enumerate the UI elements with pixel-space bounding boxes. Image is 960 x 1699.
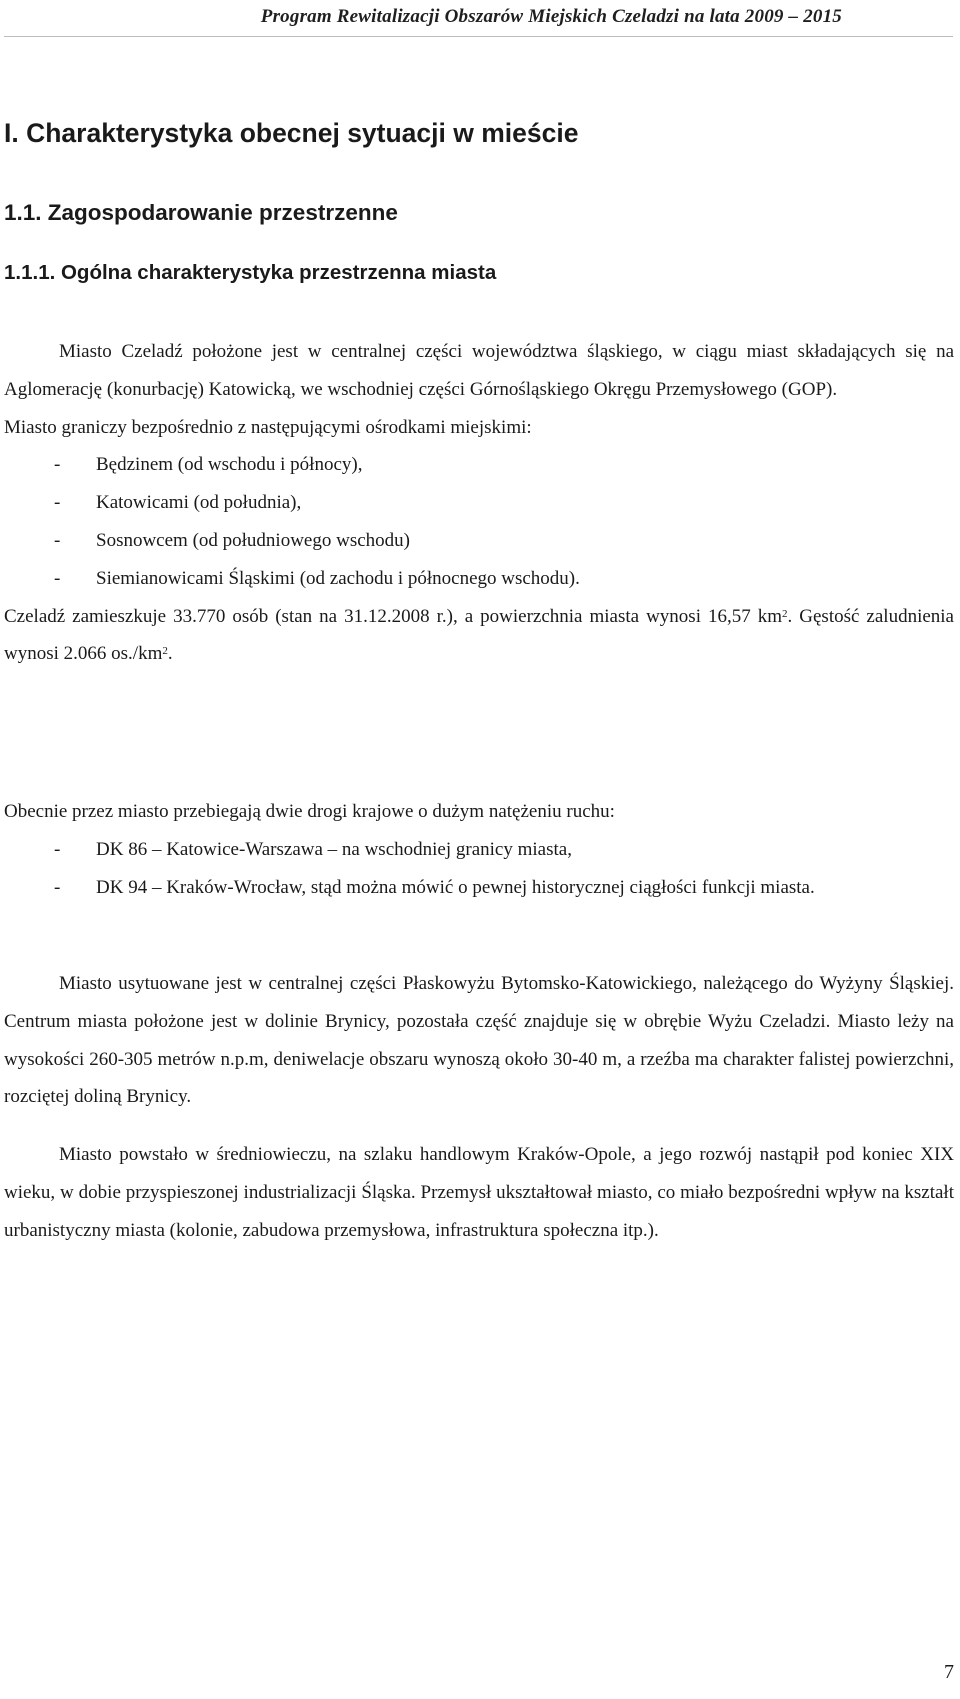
list-item-text: Sosnowcem (od południowego wschodu) bbox=[96, 529, 410, 551]
section-heading: 1.1. Zagospodarowanie przestrzenne bbox=[4, 200, 398, 225]
list-item-text: DK 94 – Kraków-Wrocław, stąd można mówić o pewnej historycznej ciągłości funkcji miasta. bbox=[96, 876, 815, 898]
population-text-a: Czeladź zamieszkuje 33.770 osób (stan na 31.12.2008 r.), a powierzchnia miasta wynosi 16,57 km bbox=[4, 605, 783, 627]
list-item bbox=[4, 560, 954, 598]
population-text-b: . Gęstość zaludnienia wynosi 2.066 os./km bbox=[4, 605, 954, 665]
list-item-text: Siemianowicami Śląskimi (od zachodu i północnego wschodu). bbox=[96, 567, 580, 589]
intro-paragraph: Miasto Czeladź położone jest w centralnej części województwa śląskiego, w ciągu miast składających się na Aglomerację (konurbację) Katowicką, we wschodniej części Górnośląskiego Okręgu Przemysłowego (GOP). bbox=[4, 341, 954, 400]
population-paragraph bbox=[4, 598, 954, 674]
list-dash: - bbox=[54, 529, 61, 551]
history-paragraph: Miasto powstało w średniowieczu, na szlaku handlowym Kraków-Opole, a jego rozwój nastąpił pod koniec XIX wieku, w dobie przyspieszonej industrializacji Śląska. Przemysł ukształtował miasto, co miało bezpośredni wpływ na kształt urbanistyczny miasta (kolonie, zabudowa przemysłowa, infrastruktura społeczna itp.). bbox=[4, 1144, 954, 1241]
list-dash: - bbox=[54, 492, 61, 514]
borders-intro: Miasto graniczy bezpośrednio z następującymi ośrodkami miejskimi: bbox=[4, 416, 532, 438]
chapter-heading: I. Charakterystyka obecnej sytuacji w mieście bbox=[4, 118, 579, 148]
list-item-text: DK 86 – Katowice-Warszawa – na wschodniej granicy miasta, bbox=[96, 838, 572, 860]
running-header-title: Program Rewitalizacji Obszarów Miejskich Czeladzi na lata 2009 – 2015 bbox=[260, 6, 842, 27]
list-item bbox=[4, 522, 954, 560]
page-number: 7 bbox=[944, 1661, 954, 1683]
running-header bbox=[0, 0, 960, 28]
list-item-text: Będzinem (od wschodu i północy), bbox=[96, 454, 363, 476]
list-dash: - bbox=[54, 838, 61, 860]
geography-paragraph: Miasto usytuowane jest w centralnej części Płaskowyżu Bytomsko-Katowickiego, należącego do Wyżyny Śląskiej. Centrum miasta położone jest w dolinie Brynicy, pozostała część znajduje się w obrębie Wyżu Czeladzi. Miasto leży na wysokości 260-305 metrów n.p.m, deniwelacje obszaru wynoszą około 30-40 m, a rzeźba ma charakter falistej powierzchni, rozciętej doliną Brynicy. bbox=[4, 973, 954, 1108]
list-item bbox=[4, 831, 954, 869]
paragraph-spacer bbox=[4, 1116, 954, 1136]
superscript: 2 bbox=[162, 645, 168, 658]
list-dash: - bbox=[54, 567, 61, 589]
list-dash: - bbox=[54, 876, 61, 898]
list-item-text: Katowicami (od południa), bbox=[96, 492, 302, 514]
list-item bbox=[4, 484, 954, 522]
list-item bbox=[4, 446, 954, 484]
roads-intro: Obecnie przez miasto przebiegają dwie drogi krajowe o dużym natężeniu ruchu: bbox=[4, 801, 615, 822]
subsection-heading: 1.1.1. Ogólna charakterystyka przestrzenna miasta bbox=[4, 261, 497, 284]
intro-block bbox=[4, 333, 954, 673]
roads-list bbox=[4, 831, 954, 907]
population-text-c: . bbox=[167, 643, 173, 665]
geography-block bbox=[4, 965, 954, 1250]
roads-block bbox=[4, 793, 954, 906]
list-item bbox=[4, 869, 954, 907]
header-rule bbox=[4, 36, 953, 37]
superscript: 2 bbox=[782, 607, 788, 620]
list-dash: - bbox=[54, 454, 61, 476]
borders-list bbox=[4, 446, 954, 597]
